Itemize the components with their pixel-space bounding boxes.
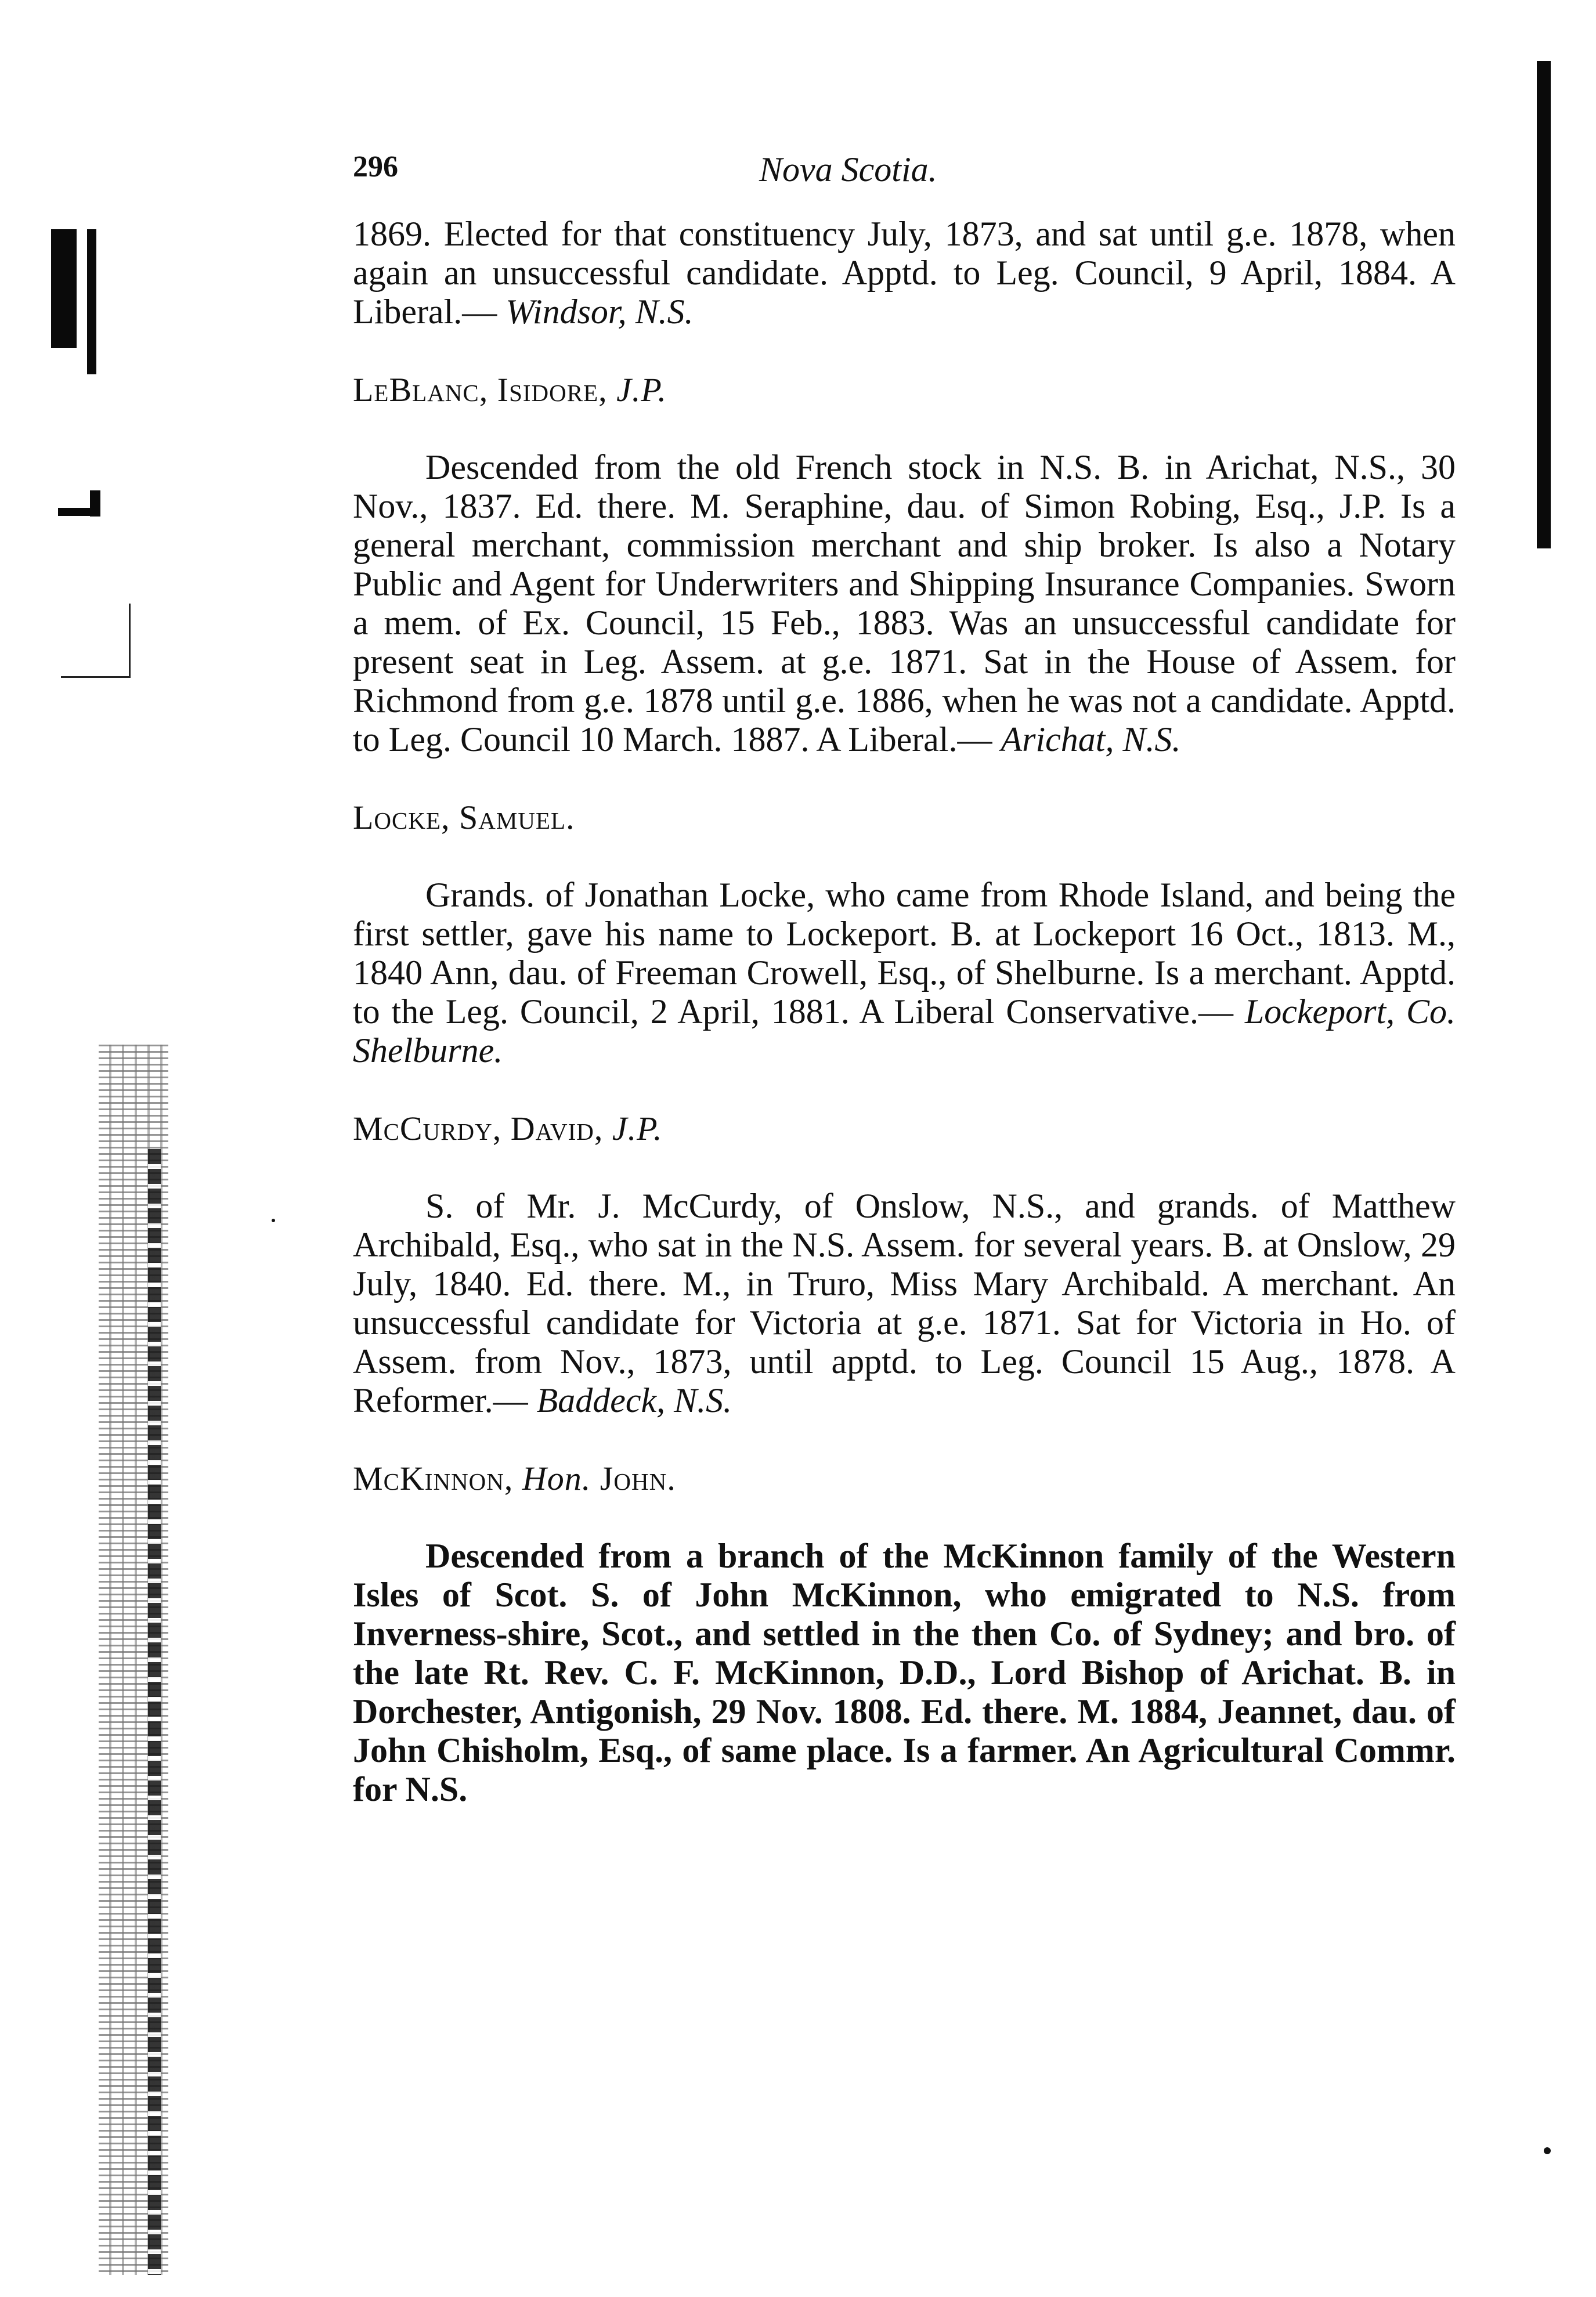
entry-name: LeBlanc, Isidore, xyxy=(353,371,608,409)
entry-continuation-place: Windsor, N.S. xyxy=(505,292,694,331)
entry-title: Hon. xyxy=(522,1460,591,1497)
entry-body-text: Grands. of Jonathan Locke, who came from Rhode Island, and being the first settler, gave his name to Lockeport. B. at Lockeport 16 Oct., 1813. M., 1840 Ann, dau. of Freeman Crowell, Esq., of Shelburne. Is a merchant. Apptd. to the Leg. Council, 2 April, 1881. A Liberal Conservative.— xyxy=(353,876,1456,1031)
entry-heading-leblanc xyxy=(353,370,1456,409)
entry-body-text: Descended from the old French stock in N.S. B. in Arichat, N.S., 30 Nov., 1837. Ed. there. M. Seraphine, dau. of Simon Robing, Esq., J.P. Is a general merchant, commission merchant and ship broker. Is also a Notary Public and Agent for Underwriters and Shipping Insurance Companies. Sworn a mem. of Ex. Council, 15 Feb., 1883. Was an unsuccessful candidate for present seat in Leg. Assem. at g.e. 1871. Sat in the House of Assem. for Richmond from g.e. 1878 until g.e. 1886, when he was not a candidate. Apptd. to Leg. Council 10 March. 1887. A Liberal.— xyxy=(353,448,1456,759)
text-block xyxy=(353,139,1456,1809)
entry-body-leblanc xyxy=(353,448,1456,759)
entry-title: J.P. xyxy=(616,371,667,409)
entry-continuation-body: 1869. Elected for that constituency July, 1873, and sat until g.e. 1878, when again an unsuccessful candidate. Apptd. to Leg. Council, 9 April, 1884. A Liberal.— xyxy=(353,215,1456,331)
scan-artifact-dot-small xyxy=(272,1219,275,1222)
entry-body-mccurdy xyxy=(353,1187,1456,1420)
entry-heading-mckinnon xyxy=(353,1459,1456,1498)
entry-body-text: S. of Mr. J. McCurdy, of Onslow, N.S., and grands. of Matthew Archibald, Esq., who sat in the N.S. Assem. for several years. B. at Onslow, 29 July, 1840. Ed. there. M., in Truro, Miss Mary Archibald. A merchant. An unsuccessful candidate for Victoria at g.e. 1871. Sat for Victoria in Ho. of Assem. from Nov., 1873, until apptd. to Leg. Council 15 Aug., 1878. A Reformer.— xyxy=(353,1187,1456,1420)
entry-name: McCurdy, David, xyxy=(353,1110,604,1147)
running-title: Nova Scotia. xyxy=(759,150,937,189)
scan-artifact-binding-edge-dark xyxy=(148,1149,161,2275)
entry-body-text: Descended from a branch of the McKinnon family of the Western Isles of Scot. S. of John McKinnon, who emigrated to N.S. from Inverness-shire, Scot., and settled in the then Co. of Sydney; and bro. of the late Rt. Rev. C. F. McKinnon, D.D., Lord Bishop of Arichat. B. in Dorchester, Antigonish, 29 Nov. 1808. Ed. there. M. 1884, Jeannet, dau. of John Chisholm, Esq., of same place. Is a farmer. An Agricultural Commr. for N.S. xyxy=(353,1537,1456,1808)
entry-heading-mccurdy xyxy=(353,1109,1456,1148)
entry-place: Lockeport, Co. Shelburne. xyxy=(353,992,1456,1070)
scan-artifact-left-line xyxy=(61,676,131,678)
scan-artifact-left-bar xyxy=(51,229,77,348)
entry-heading-locke xyxy=(353,798,1456,837)
running-head xyxy=(353,139,1456,192)
scan-artifact-dot xyxy=(1544,2147,1551,2154)
entry-place: Arichat, N.S. xyxy=(1001,720,1181,759)
entry-title: J.P. xyxy=(612,1110,663,1147)
scan-artifact-left-mark-2 xyxy=(90,490,100,517)
entry-continuation xyxy=(353,215,1456,331)
entry-name-last: John. xyxy=(600,1460,676,1497)
scan-artifact-left-bar-thin xyxy=(87,229,96,374)
scan-artifact-right-bar xyxy=(1537,61,1551,548)
entry-place: Baddeck, N.S. xyxy=(536,1381,732,1420)
page-number: 296 xyxy=(353,150,398,183)
entry-body-locke xyxy=(353,876,1456,1070)
entry-name: Locke, Samuel. xyxy=(353,799,575,836)
entry-body-mckinnon xyxy=(353,1537,1456,1809)
entry-name-first: McKinnon, xyxy=(353,1460,514,1497)
scan-artifact-left-mark xyxy=(58,508,90,516)
scan-artifact-left-line-vertical xyxy=(129,604,131,678)
